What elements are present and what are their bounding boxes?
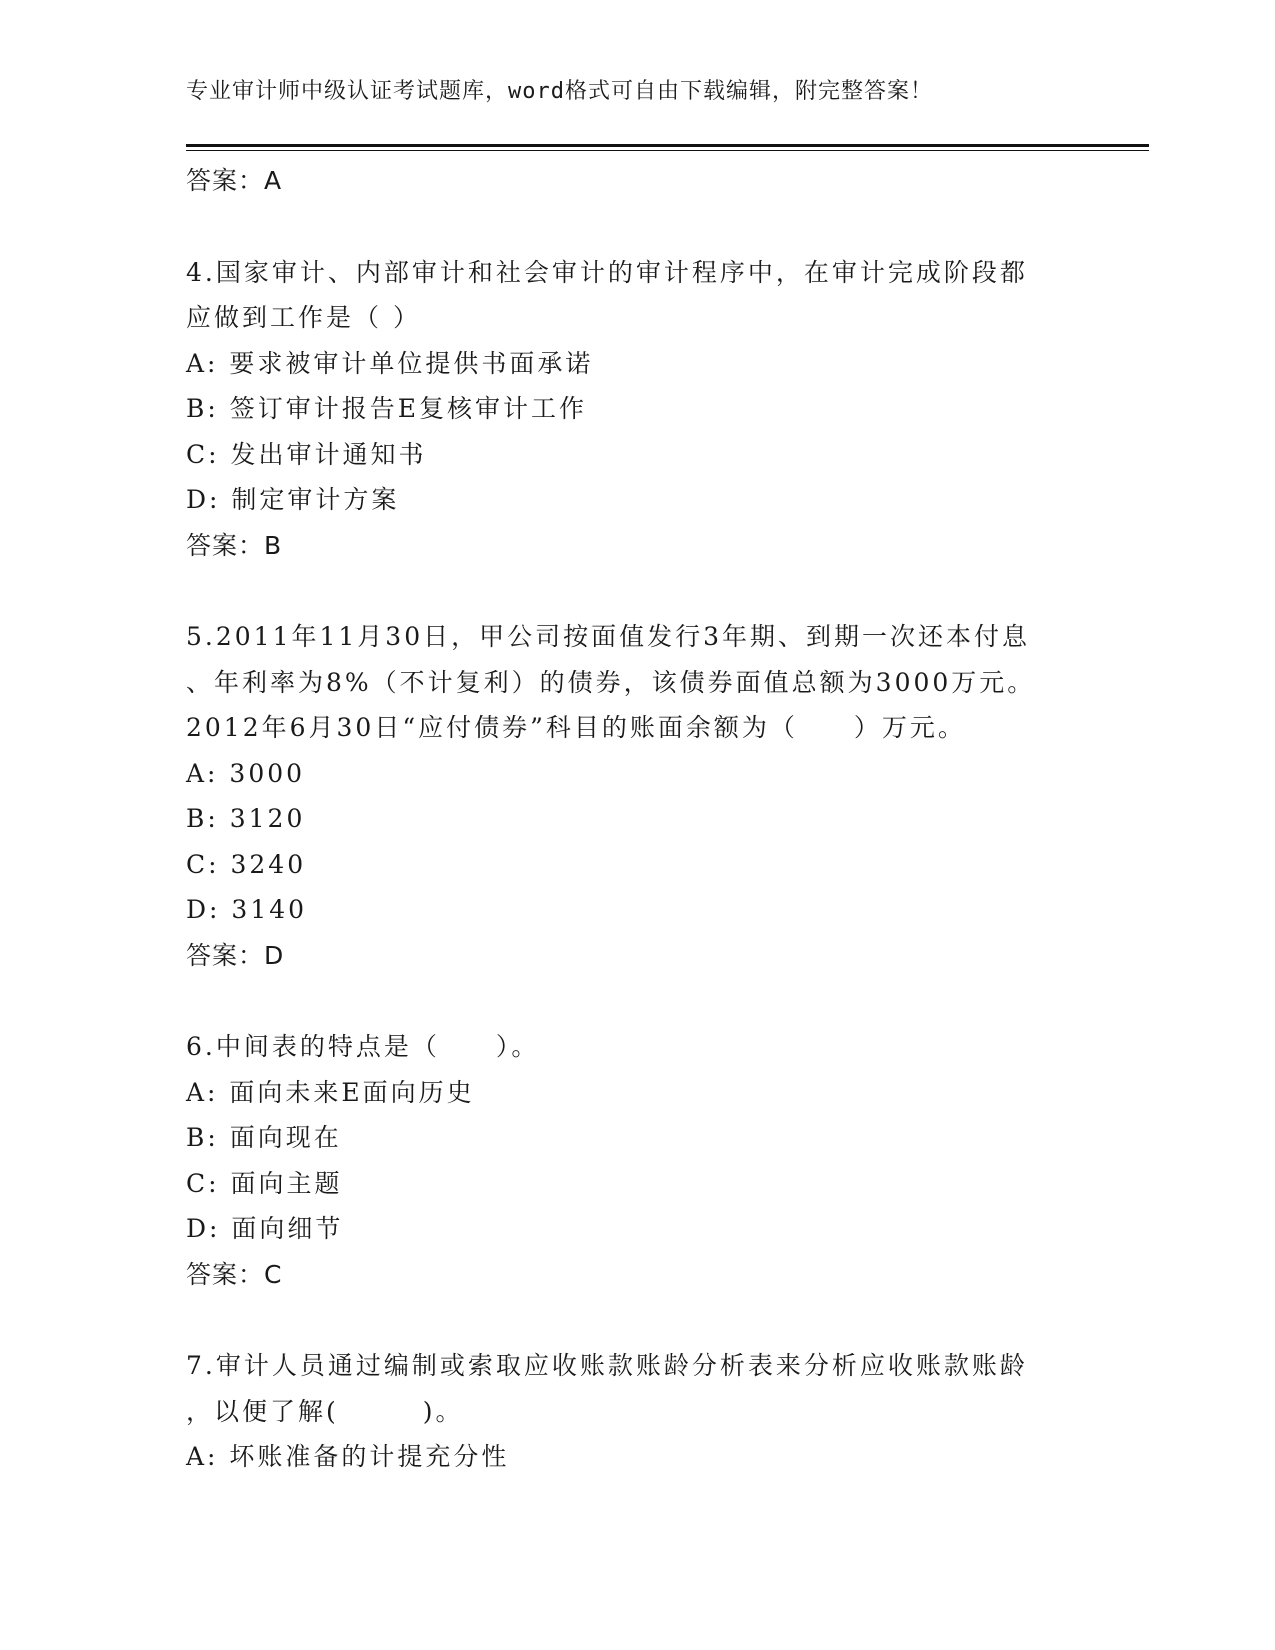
option-a: A: 面向未来E面向历史 [186, 1077, 475, 1107]
header-rule-thick [186, 144, 1149, 147]
answer-line: 答案：D [186, 940, 285, 970]
option-a: A: 坏账准备的计提充分性 [186, 1442, 510, 1471]
option-b: B: 3120 [186, 804, 306, 833]
spacer [186, 978, 1086, 1024]
question-text-line: 、年利率为8%（不计复利）的债券，该债券面值总额为3000万元。 [186, 667, 1036, 697]
header-rule-thin [186, 150, 1149, 151]
question-text-line: 应做到工作是（ ） [186, 303, 421, 332]
question-6 [186, 1024, 1086, 1297]
question-text-line: 5.2011年11月30日，甲公司按面值发行3年期、到期一次还本付息 [186, 622, 1031, 651]
question-text-line: ，以便了解( )。 [186, 1396, 464, 1426]
question-text-line: 7.审计人员通过编制或索取应收账款账龄分析表来分析应收账款账龄 [186, 1351, 1028, 1380]
option-c: C: 发出审计通知书 [186, 439, 427, 469]
option-b: B: 签订审计报告E复核审计工作 [186, 394, 587, 423]
option-b: B: 面向现在 [186, 1123, 342, 1152]
answer-line: 答案：A [186, 166, 283, 195]
option-d: D: 3140 [186, 895, 308, 924]
question-4 [186, 250, 1086, 569]
page-header: 专业审计师中级认证考试题库，word格式可自由下载编辑，附完整答案！ [186, 79, 933, 104]
document-body [186, 158, 1086, 1480]
question-text-line: 4.国家审计、内部审计和社会审计的审计程序中，在审计完成阶段都 [186, 257, 1028, 287]
option-d: D: 制定审计方案 [186, 485, 400, 514]
question-5 [186, 614, 1086, 978]
question-text-line: 6.中间表的特点是（ ）。 [186, 1032, 540, 1061]
question-text-line: 2012年6月30日“应付债券”科目的账面余额为（ ）万元。 [186, 713, 966, 742]
option-c: C: 3240 [186, 849, 307, 879]
answer-line: 答案：C [186, 1259, 283, 1289]
option-d: D: 面向细节 [186, 1214, 344, 1243]
option-a: A: 3000 [186, 758, 306, 788]
option-a: A: 要求被审计单位提供书面承诺 [186, 348, 594, 378]
spacer [186, 1297, 1086, 1343]
spacer [186, 568, 1086, 614]
option-c: C: 面向主题 [186, 1168, 343, 1198]
answer-line: 答案：B [186, 530, 283, 560]
question-7 [186, 1343, 1086, 1480]
spacer [186, 204, 1086, 250]
